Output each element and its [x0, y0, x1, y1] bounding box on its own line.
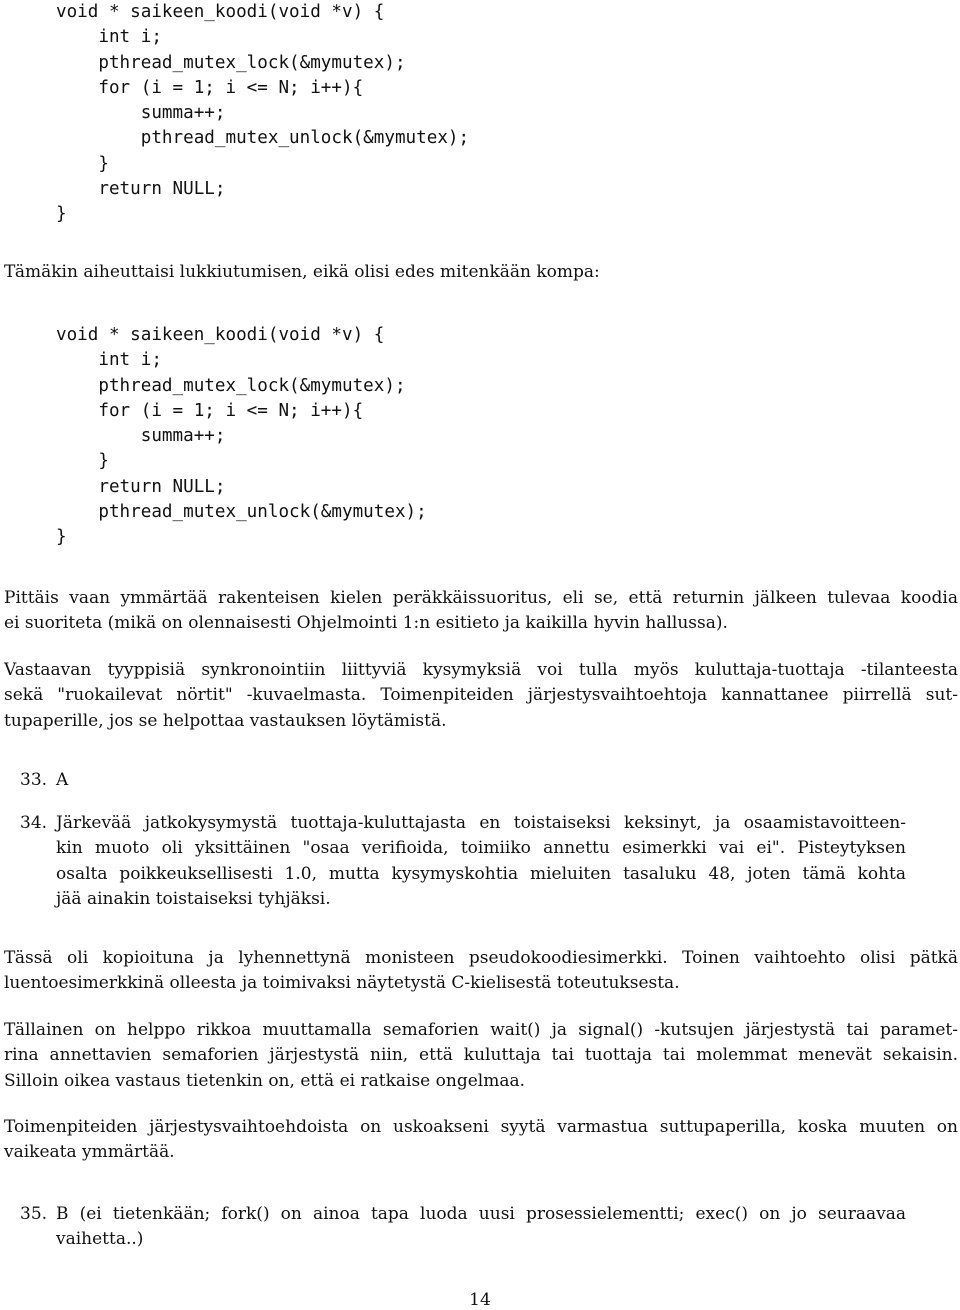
paragraph-line: Pittäis vaan ymmärtää rakenteisen kielen peräkkäissuoritus, eli se, että returnin jälkeen tulevaa koodia: [4, 588, 958, 608]
paragraph-ordering-note: [4, 1115, 958, 1166]
item-number: 35.: [20, 1204, 48, 1224]
item-line: jää ainakin toistaiseksi tyhjäksi.: [56, 888, 331, 909]
paragraph-deadlock-note: Tämäkin aiheuttaisi lukkiutumisen, eikä olisi edes mitenkään kompa:: [4, 262, 600, 282]
paragraph-line: Vastaavan tyyppisiä synkronointiin liittyviä kysymyksiä voi tulla myös kuluttaja-tuottaja -tilanteesta: [4, 660, 958, 680]
item-line: B (ei tietenkään; fork() on ainoa tapa luoda uusi prosessielementti; exec() on jo seuraavaa: [56, 1204, 906, 1224]
paragraph-semaphore-note: [4, 1018, 958, 1094]
paragraph-line: tupaperille, jos se helpottaa vastauksen löytämistä.: [4, 710, 447, 731]
paragraph-line: Tällainen on helppo rikkoa muuttamalla semaforien wait() ja signal() -kutsujen järjestystä tai paramet-: [4, 1020, 958, 1040]
item-number: 33.: [20, 770, 48, 790]
list-item-33: [20, 768, 958, 794]
item-number: 34.: [20, 813, 48, 833]
paragraph-line: vaikeata ymmärtää.: [4, 1142, 175, 1163]
item-text: A: [56, 770, 69, 790]
item-line: vaihetta..): [56, 1229, 144, 1250]
item-line: osalta poikkeuksellisesti 1.0, mutta kysymyskohtia mieluiten tasaluku 48, joten tämä kohta: [56, 863, 906, 884]
page-number: 14: [469, 1290, 491, 1310]
paragraph-line: Tässä oli kopioituna ja lyhennettynä monisteen pseudokoodiesimerkki. Toinen vaihtoehto olisi pätkä: [4, 948, 958, 968]
list-item-34: [20, 811, 906, 913]
item-line: kin muoto oli yksittäinen "osaa verifioida, toimiiko annettu esimerkki vai ei". Pisteytyksen: [56, 838, 906, 859]
paragraph-pseudocode-note: [4, 946, 958, 997]
paragraph-sequential-execution: [4, 586, 958, 637]
paragraph-line: rina annettavien semaforien järjestystä niin, että kuluttaja tai tuottaja tai molemmat menevät sekaisin.: [4, 1045, 958, 1066]
paragraph-synchronization-questions: [4, 658, 958, 734]
code-block-1: void * saikeen_koodi(void *v) { int i; pthread_mutex_lock(&mymutex); for (i = 1; i <= N; i++){ summa++; pthread_mutex_unlock(&mymutex); } return NULL; }: [56, 2, 470, 225]
paragraph-line: Toimenpiteiden järjestysvaihtoehdoista on uskoakseni syytä varmastua suttupaperilla, koska muuten on: [4, 1117, 958, 1137]
paragraph-line: luentoesimerkkinä olleesta ja toimivaksi näytetystä C-kielisestä toteutuksesta.: [4, 973, 680, 994]
list-item-35: [20, 1202, 906, 1254]
paragraph-line: Silloin oikea vastaus tietenkin on, että ei ratkaise ongelmaa.: [4, 1070, 525, 1091]
paragraph-line: sekä "ruokailevat nörtit" -kuvaelmasta. Toimenpiteiden järjestysvaihtoehtoja kannattanee piirrellä sut-: [4, 685, 958, 706]
item-line: Järkevää jatkokysymystä tuottaja-kuluttajasta en toistaiseksi keksinyt, ja osaamistavoitteen-: [56, 813, 906, 833]
code-block-2: void * saikeen_koodi(void *v) { int i; pthread_mutex_lock(&mymutex); for (i = 1; i <= N; i++){ summa++; } return NULL; pthread_mutex_unlock(&mymutex); }: [56, 325, 427, 548]
paragraph-line: ei suoriteta (mikä on olennaisesti Ohjelmointi 1:n esitieto ja kaikilla hyvin hallussa).: [4, 613, 728, 634]
